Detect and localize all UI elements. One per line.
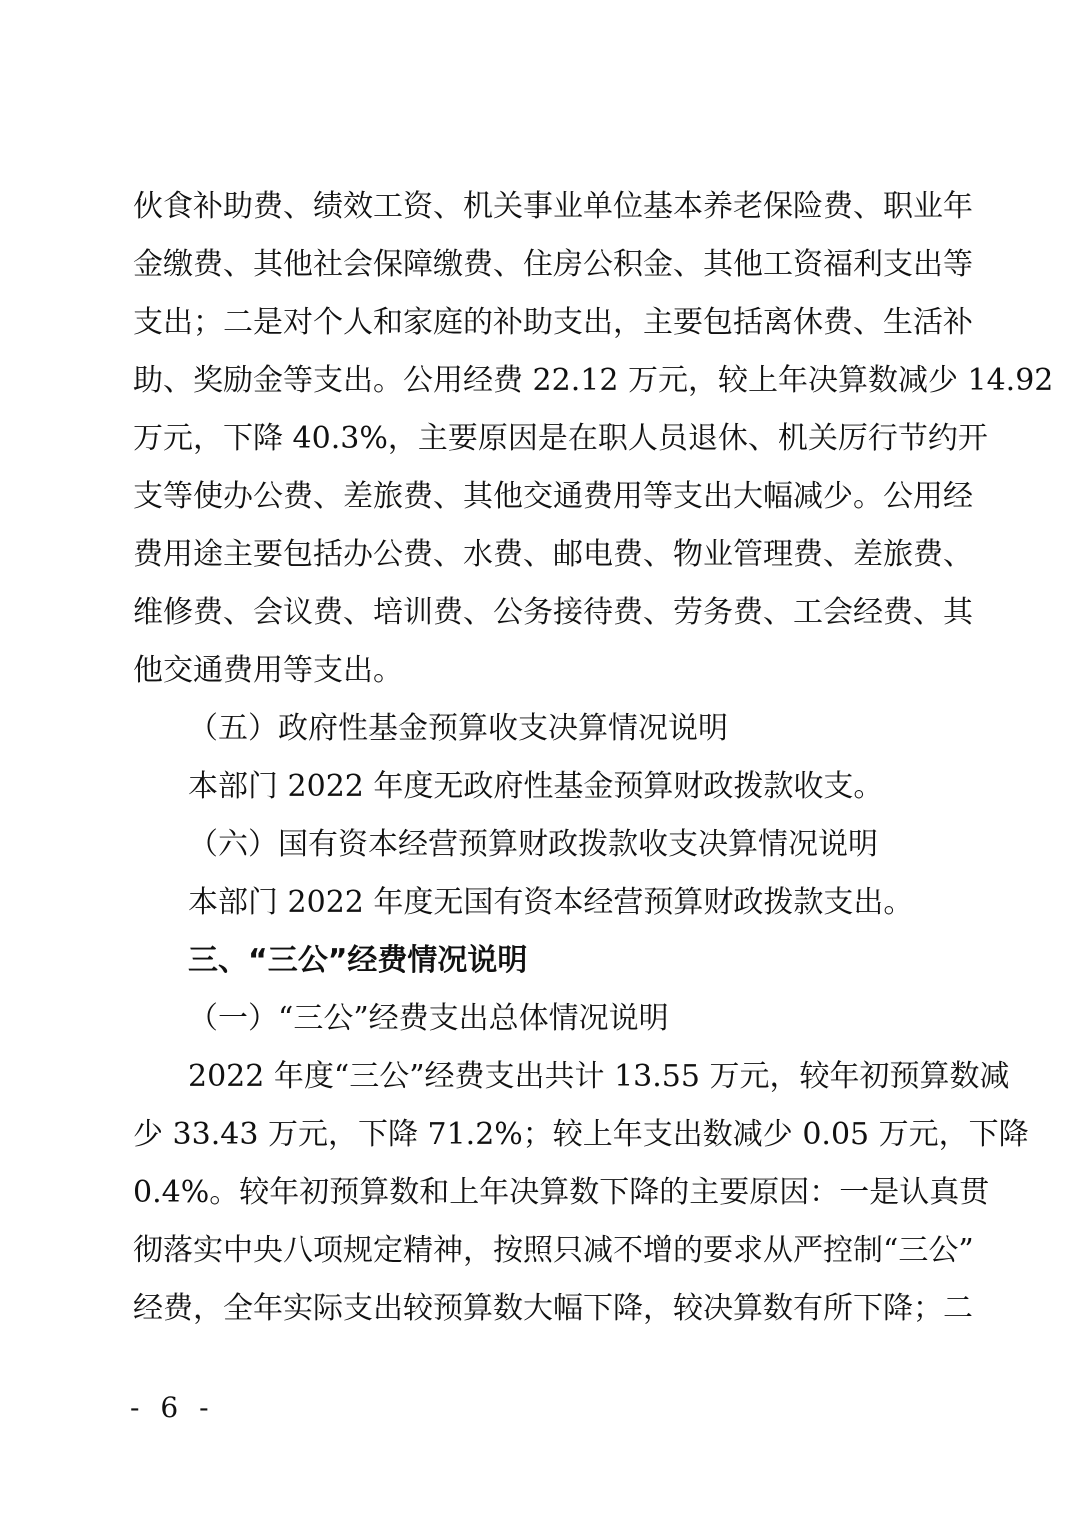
paragraph-line: 金缴费、其他社会保障缴费、住房公积金、其他工资福利支出等 [133, 247, 973, 282]
paragraph-line: 经费，全年实际支出较预算数大幅下降，较决算数有所下降；二 [133, 1291, 973, 1326]
paragraph-line: 支出；二是对个人和家庭的补助支出，主要包括离休费、生活补 [133, 305, 973, 340]
paragraph-line: 费用途主要包括办公费、水费、邮电费、物业管理费、差旅费、 [133, 537, 973, 572]
paragraph-line: 助、奖励金等支出。公用经费 22.12 万元，较上年决算数减少 14.92 [133, 363, 1054, 398]
paragraph-line: 万元，下降 40.3%，主要原因是在职人员退休、机关厉行节约开 [133, 421, 988, 456]
subsection-heading-1: （一）“三公”经费支出总体情况说明 [188, 1001, 669, 1036]
section-heading-6: （六）国有资本经营预算财政拨款收支决算情况说明 [188, 827, 878, 862]
paragraph-line: 彻落实中央八项规定精神，按照只减不增的要求从严控制“三公” [133, 1233, 974, 1268]
section-heading-5: （五）政府性基金预算收支决算情况说明 [188, 711, 728, 746]
section-body-5: 本部门 2022 年度无政府性基金预算财政拨款收支。 [188, 769, 884, 804]
section-body-6: 本部门 2022 年度无国有资本经营预算财政拨款支出。 [188, 885, 914, 920]
section-heading-three: 三、“三公”经费情况说明 [188, 943, 528, 978]
paragraph-line: 伙食补助费、绩效工资、机关事业单位基本养老保险费、职业年 [133, 189, 973, 224]
paragraph-line: 2022 年度“三公”经费支出共计 13.55 万元，较年初预算数减 [188, 1059, 1010, 1094]
paragraph-line: 他交通费用等支出。 [133, 653, 403, 688]
page-number: - 6 - [130, 1391, 215, 1424]
paragraph-line: 0.4%。较年初预算数和上年决算数下降的主要原因：一是认真贯 [133, 1175, 990, 1210]
paragraph-line: 少 33.43 万元，下降 71.2%；较上年支出数减少 0.05 万元，下降 [133, 1117, 1029, 1152]
paragraph-line: 维修费、会议费、培训费、公务接待费、劳务费、工会经费、其 [133, 595, 973, 630]
paragraph-line: 支等使办公费、差旅费、其他交通费用等支出大幅减少。公用经 [133, 479, 973, 514]
